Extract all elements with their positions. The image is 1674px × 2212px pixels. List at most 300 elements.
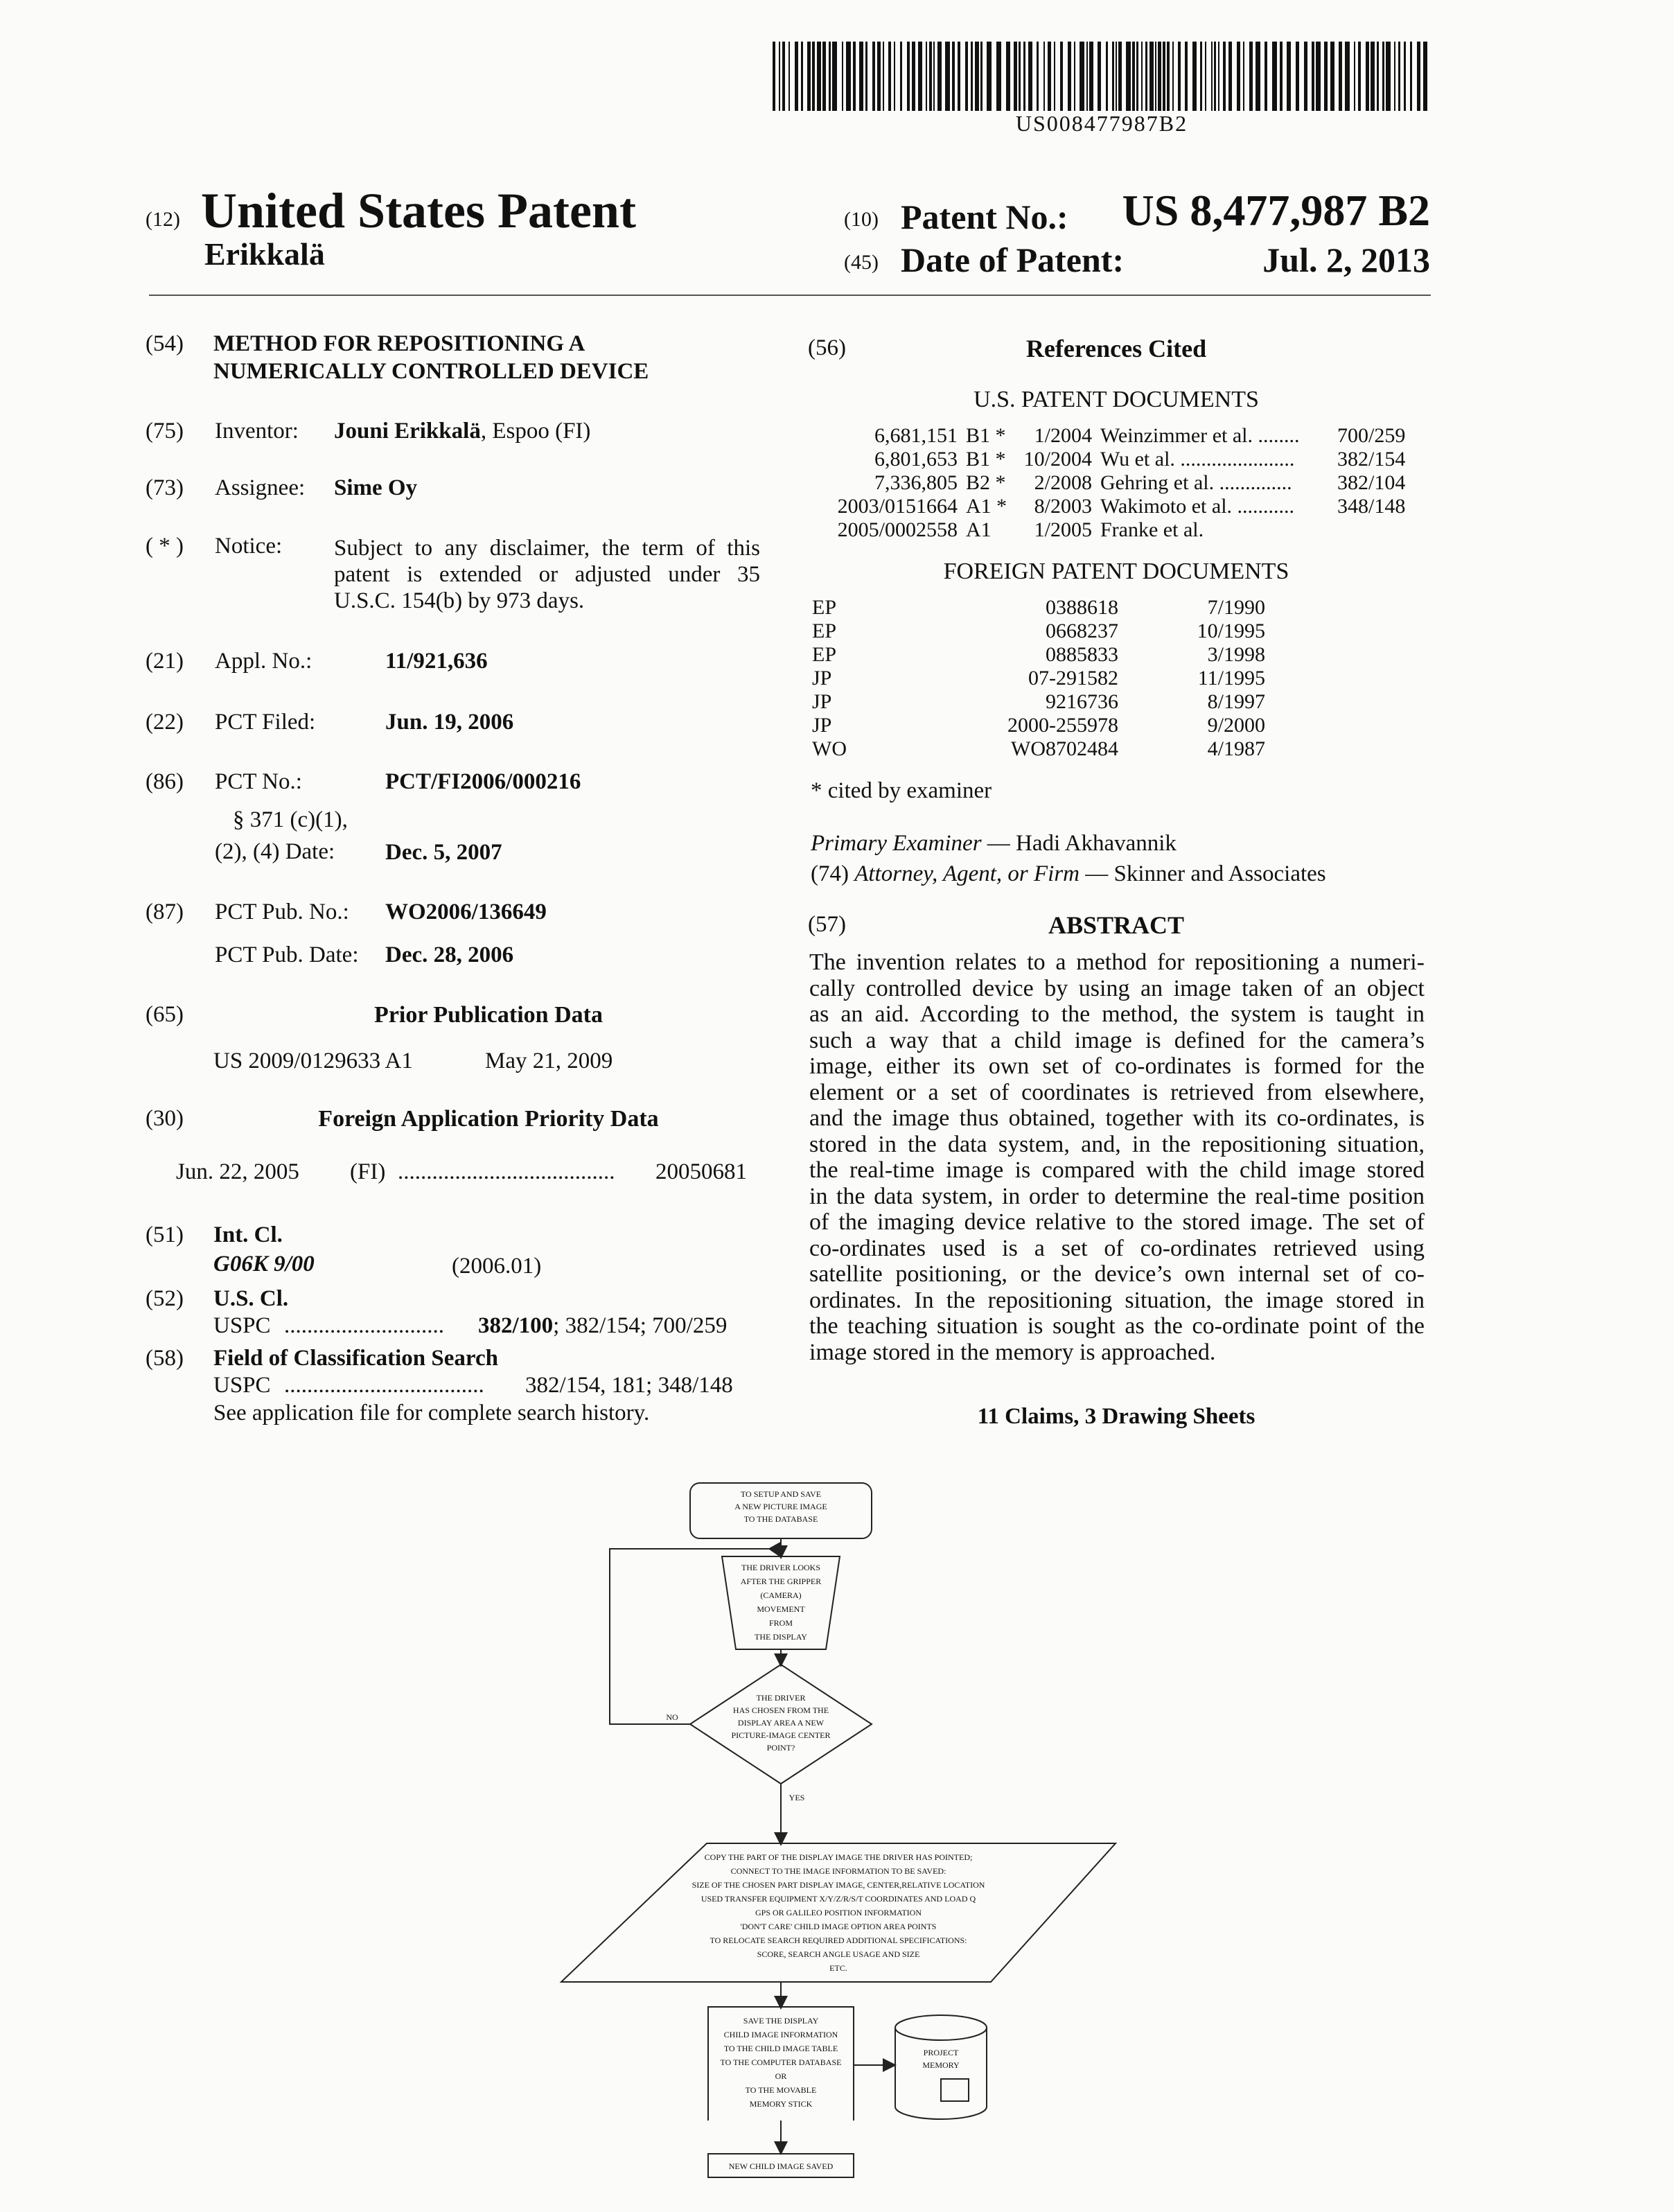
abstract-line: in the data system, in order to determine the real-time position [809, 1183, 1425, 1209]
barcode-bar [829, 42, 831, 111]
us-cl-label: U.S. Cl. [213, 1286, 289, 1311]
barcode-bar [795, 42, 798, 111]
foreign-patent-row [808, 643, 1269, 667]
pct-filed-label: PCT Filed: [215, 710, 316, 735]
assignee-name: Sime Oy [334, 475, 418, 500]
code-51: (51) [146, 1222, 184, 1247]
appl-no: 11/921,636 [385, 649, 488, 674]
barcode-bar [1223, 42, 1226, 111]
save-text-6: MEMORY STICK [749, 2099, 813, 2109]
s371-date: Dec. 5, 2007 [385, 840, 502, 865]
barcode-bar [1145, 42, 1147, 111]
manual-text-2: (CAMERA) [760, 1590, 802, 1600]
fp-country: EP [812, 596, 837, 619]
title-line-2: NUMERICALLY CONTROLLED DEVICE [213, 359, 649, 384]
barcode-bar [1312, 42, 1314, 111]
us-cl-dots: ............................ [284, 1313, 444, 1338]
int-cl-class: G06K 9/00 [213, 1252, 315, 1276]
ref-class: 700/259 [1337, 424, 1406, 447]
barcode-bar [945, 42, 950, 111]
ref-class: 382/154 [1337, 448, 1406, 471]
barcode-bar [952, 42, 955, 111]
date-label: Date of Patent: [901, 240, 1125, 279]
abstract-line: stored in the data system, and, in the repositioning situation, [809, 1131, 1425, 1157]
code-22: (22) [146, 710, 184, 735]
code-10: (10) [844, 208, 879, 231]
barcode-bar [1324, 42, 1328, 111]
code-30: (30) [146, 1106, 184, 1131]
barcode-bar [1158, 42, 1161, 111]
barcode-bar [929, 42, 932, 111]
cited-note: * cited by examiner [811, 778, 992, 803]
save-text-3: TO THE COMPUTER DATABASE [720, 2057, 842, 2067]
foreign-patent-heading: FOREIGN PATENT DOCUMENTS [943, 559, 1289, 584]
io-text-5: 'DON'T CARE' CHILD IMAGE OPTION AREA POINTS [740, 1922, 937, 1931]
code-56: (56) [808, 335, 846, 360]
fp-number: 0668237 [1046, 620, 1118, 642]
barcode-bar [832, 42, 837, 111]
barcode-bar [1304, 42, 1307, 111]
fp-country: WO [812, 737, 847, 760]
barcode-bar [1354, 42, 1355, 111]
ref-date: 1/2004 [1034, 424, 1092, 447]
barcode-bar [1339, 42, 1342, 111]
abstract-line: cally controlled device by using an image taken of an object [809, 975, 1425, 1001]
s371-line-1: § 371 (c)(1), [233, 807, 348, 832]
ref-number: 7,336,805 [874, 471, 958, 494]
barcode-bar [1185, 42, 1188, 111]
save-text-5: TO THE MOVABLE [745, 2085, 817, 2095]
ref-kind: B2 * [966, 471, 1006, 494]
ref-dots: ........ [1258, 424, 1300, 447]
ref-class: 382/104 [1337, 471, 1406, 494]
fp-date: 3/1998 [1207, 643, 1265, 666]
us-patent-table [815, 424, 1409, 542]
inventor-name: Jouni Erikkalä [334, 419, 481, 444]
barcode-bar [1163, 42, 1165, 111]
barcode-bar [1228, 42, 1232, 111]
foreign-patent-row [808, 714, 1269, 737]
manual-text-5: THE DISPLAY [755, 1632, 807, 1642]
barcode-bar [779, 42, 780, 111]
us-patent-heading: U.S. PATENT DOCUMENTS [973, 387, 1259, 412]
memory-text-1: MEMORY [922, 2060, 960, 2070]
barcode-bar [975, 42, 979, 111]
fp-date: 7/1990 [1207, 596, 1265, 619]
barcode-bar [1155, 42, 1156, 111]
save-text-4: OR [775, 2071, 787, 2081]
patent-number: US 8,477,987 B2 [1122, 186, 1430, 235]
ref-number: 6,801,653 [874, 448, 958, 471]
prior-pub-heading: Prior Publication Data [374, 1002, 603, 1028]
barcode-bar [987, 42, 992, 111]
flowchart [540, 1469, 1164, 2121]
barcode-bar [817, 42, 821, 111]
barcode-bar [859, 42, 863, 111]
abstract-line: The invention relates to a method for repositioning a numeri- [809, 949, 1425, 975]
decision-text-0: THE DRIVER [756, 1693, 806, 1703]
code-87: (87) [146, 899, 184, 924]
barcode-bar [1280, 42, 1283, 111]
field-search-dots: ................................... [284, 1373, 484, 1398]
abstract-line: such a way that a child image is defined for the camera’s [809, 1027, 1425, 1053]
start-text-2: TO THE DATABASE [743, 1514, 818, 1524]
fp-number: WO8702484 [1011, 737, 1118, 760]
io-text-3: USED TRANSFER EQUIPMENT X/Y/Z/R/S/T COORDINATES AND LOAD Q [701, 1894, 976, 1904]
us-cl-uspc: USPC [213, 1313, 271, 1338]
io-text-1: CONNECT TO THE IMAGE INFORMATION TO BE SAVED: [730, 1866, 946, 1876]
attorney-label: Attorney, Agent, or Firm [854, 861, 1080, 886]
fp-country: JP [812, 714, 832, 737]
abstract-line: co-ordinates used is a set of co-ordinates retrieved using [809, 1235, 1425, 1261]
fp-number: 07-291582 [1028, 667, 1118, 690]
ref-kind: A1 [966, 518, 992, 541]
field-search-label: Field of Classification Search [213, 1346, 498, 1371]
assignee-label: Assignee: [215, 475, 306, 500]
us-cl-rest: ; 382/154; 700/259 [553, 1313, 728, 1338]
barcode-bar [937, 42, 942, 111]
barcode-bar [1249, 42, 1253, 111]
ref-date: 10/2004 [1023, 448, 1092, 471]
barcode-bar [1060, 42, 1063, 111]
memory-text-0: PROJECT [923, 2048, 959, 2057]
end-text: NEW CHILD IMAGE SAVED [728, 2161, 834, 2171]
notice-line-1: Subject to any disclaimer, the term of this [334, 536, 760, 561]
ref-kind: A1 * [966, 495, 1007, 518]
barcode-bar [1172, 42, 1174, 111]
barcode-bar [1068, 42, 1071, 111]
pct-filed: Jun. 19, 2006 [385, 710, 514, 735]
save-text-0: SAVE THE DISPLAY [743, 2016, 819, 2026]
barcode-bar [1330, 42, 1334, 111]
fp-country: EP [812, 643, 837, 666]
barcode-bar [1037, 42, 1039, 111]
foreign-patent-row [808, 737, 1269, 761]
barcode-bar [812, 42, 815, 111]
io-text-4: GPS OR GALILEO POSITION INFORMATION [755, 1908, 922, 1917]
io-text-7: SCORE, SEARCH ANGLE USAGE AND SIZE [757, 1949, 920, 1959]
barcode-bar [1366, 42, 1369, 111]
patent-no-label: Patent No.: [901, 198, 1068, 236]
pct-no-label: PCT No.: [215, 769, 302, 794]
fp-date: 11/1995 [1197, 667, 1265, 690]
barcode-bar [1054, 42, 1055, 111]
barcode-bar [1358, 42, 1361, 111]
pct-pub-no-label: PCT Pub. No.: [215, 899, 349, 924]
barcode-bar [1423, 42, 1427, 111]
barcode-bar [1345, 42, 1350, 111]
us-patent-row [815, 448, 1409, 471]
pct-pub-no: WO2006/136649 [385, 899, 547, 924]
barcode-bar [958, 42, 960, 111]
barcode-bar [1106, 42, 1108, 111]
barcode-number: US008477987B2 [1015, 111, 1188, 136]
barcode-bar [1205, 42, 1206, 111]
notice-line-2: patent is extended or adjusted under 35 [334, 562, 760, 587]
abstract-line: satellite positioning, or the device’s own internal set of co- [809, 1261, 1425, 1287]
attorney-line [811, 861, 1326, 887]
prior-pub-date: May 21, 2009 [485, 1048, 613, 1073]
abstract-line: the real-time image is compared with the child image stored [809, 1157, 1425, 1183]
barcode-bar [888, 42, 891, 111]
barcode-bar [1382, 42, 1384, 111]
barcode-bar [1243, 42, 1244, 111]
code-12: (12) [146, 208, 180, 231]
code-58: (58) [146, 1346, 184, 1371]
yes-label: YES [788, 1793, 805, 1802]
no-loop-line [610, 1549, 776, 1724]
barcode-bar [1028, 42, 1032, 111]
barcode-bar [1048, 42, 1051, 111]
int-cl-version: (2006.01) [452, 1254, 542, 1279]
foreign-priority-heading: Foreign Application Priority Data [318, 1106, 659, 1132]
ref-number: 2005/0002558 [837, 518, 958, 541]
field-search-note: See application file for complete search history. [213, 1401, 650, 1425]
us-patent-row [815, 518, 1409, 542]
barcode-bar [1089, 42, 1093, 111]
abstract-line: the teaching situation is sought as the co-ordinate point of the [809, 1313, 1425, 1339]
barcode-bar [1386, 42, 1391, 111]
save-text-2: TO THE CHILD IMAGE TABLE [723, 2044, 838, 2053]
code-74: (74) [811, 861, 849, 886]
start-text-1: A NEW PICTURE IMAGE [734, 1502, 827, 1511]
barcode-bar [1404, 42, 1406, 111]
decision-text-1: HAS CHOSEN FROM THE [732, 1705, 829, 1715]
ref-kind: B1 * [966, 424, 1006, 447]
us-cl-main: 382/100 [478, 1313, 554, 1338]
abstract-line: ordinates. In the repositioning situation, the image stored in [809, 1287, 1425, 1313]
examiner-label: Primary Examiner [811, 831, 982, 856]
ref-class: 348/148 [1337, 495, 1406, 518]
code-54: (54) [146, 331, 184, 356]
barcode-bar [918, 42, 922, 111]
us-cl-values [478, 1313, 727, 1339]
prior-pub-number: US 2009/0129633 A1 [213, 1048, 413, 1073]
ref-name: Gehring et al. [1100, 471, 1215, 494]
fp-number: 9216736 [1046, 690, 1118, 713]
barcode-bar [1006, 42, 1010, 111]
barcode-bar [807, 42, 811, 111]
barcode-bar [894, 42, 895, 111]
io-text-2: SIZE OF THE CHOSEN PART DISPLAY IMAGE, CENTER,RELATIVE LOCATION [691, 1880, 985, 1890]
ref-dots: .............. [1219, 471, 1292, 494]
fp-number: 0388618 [1046, 596, 1118, 619]
pct-pub-date-label: PCT Pub. Date: [215, 942, 359, 967]
decision-text-4: POINT? [766, 1743, 795, 1753]
code-73: (73) [146, 475, 184, 500]
barcode-bar [996, 42, 1001, 111]
barcode-bar [1019, 42, 1021, 111]
code-notice: ( * ) [146, 534, 184, 559]
us-patent-row [815, 424, 1409, 448]
decision-text-2: DISPLAY AREA A NEW [737, 1718, 825, 1728]
barcode-bar [883, 42, 884, 111]
patent-date: Jul. 2, 2013 [1262, 240, 1430, 279]
barcode-bar [872, 42, 875, 111]
barcode-bar [853, 42, 856, 111]
barcode-bar [912, 42, 915, 111]
examiner-line [811, 830, 1177, 857]
barcode-bar [1086, 42, 1088, 111]
barcode-bar [965, 42, 968, 111]
barcode-bar [1211, 42, 1213, 111]
barcode-bar [1398, 42, 1400, 111]
barcode-bar [1112, 42, 1114, 111]
barcode-bar [933, 42, 935, 111]
barcode-bar [1116, 42, 1117, 111]
examiner-name: — Hadi Akhavannik [981, 831, 1177, 856]
code-45: (45) [844, 251, 879, 274]
barcode-bar [1394, 42, 1395, 111]
field-search-uspc: USPC [213, 1373, 271, 1398]
barcode-bar [1132, 42, 1135, 111]
inventor-location: , Espoo (FI) [480, 419, 591, 444]
ref-name: Wu et al. [1100, 448, 1175, 471]
fp-country: JP [812, 667, 832, 690]
barcode-bar [877, 42, 881, 111]
barcode-bar [773, 42, 775, 111]
barcode-bar [1237, 42, 1240, 111]
abstract-line: element or a set of coordinates is retrieved from elsewhere, [809, 1079, 1425, 1105]
pct-no: PCT/FI2006/000216 [385, 769, 581, 794]
code-57: (57) [808, 912, 846, 937]
start-text-0: TO SETUP AND SAVE [740, 1489, 822, 1499]
abstract-line: as an aid. According to the method, the system is taught in [809, 1001, 1425, 1027]
barcode-bar [782, 42, 785, 111]
ref-date: 8/2003 [1034, 495, 1092, 518]
foreign-patent-row [808, 690, 1269, 714]
field-search-values: 382/154, 181; 348/148 [525, 1373, 733, 1398]
barcode-bar [1074, 42, 1075, 111]
ref-number: 2003/0151664 [837, 495, 958, 518]
barcode-bar [1149, 42, 1154, 111]
barcode-bar [1410, 42, 1412, 111]
s371-line-2: (2), (4) Date: [215, 839, 335, 864]
ref-dots: ...................... [1180, 448, 1295, 471]
no-label: NO [666, 1712, 678, 1722]
code-52: (52) [146, 1286, 184, 1311]
pct-pub-date: Dec. 28, 2006 [385, 942, 514, 967]
barcode-bar [1126, 42, 1131, 111]
notice-line-3: U.S.C. 154(b) by 973 days. [334, 588, 585, 613]
decision-text-3: PICTURE-IMAGE CENTER [731, 1730, 831, 1740]
manual-text-1: AFTER THE GRIPPER [740, 1577, 822, 1586]
inventor-field [334, 419, 590, 444]
foreign-patent-row [808, 667, 1269, 690]
barcode-bar [926, 42, 927, 111]
ref-date: 2/2008 [1034, 471, 1092, 494]
barcode-bar [1178, 42, 1181, 111]
abstract-line: image stored in the memory is approached. [809, 1339, 1216, 1365]
claims-summary: 11 Claims, 3 Drawing Sheets [977, 1404, 1256, 1429]
code-65: (65) [146, 1002, 184, 1027]
int-cl-label: Int. Cl. [213, 1222, 283, 1247]
barcode [773, 42, 1431, 111]
io-text-8: ETC. [829, 1963, 847, 1973]
barcode-bar [980, 42, 983, 111]
barcode-bar [1265, 42, 1267, 111]
ref-date: 1/2005 [1034, 518, 1092, 541]
ref-number: 6,681,151 [874, 424, 958, 447]
us-patent-row [815, 471, 1409, 495]
inventor-label: Inventor: [215, 419, 299, 444]
foreign-patent-table [808, 596, 1269, 761]
barcode-bar [1098, 42, 1101, 111]
fp-date: 9/2000 [1207, 714, 1265, 737]
fp-country: JP [812, 690, 832, 713]
barcode-bar [1218, 42, 1219, 111]
abstract-line: of the imaging device relative to the stored image. The set of [809, 1209, 1425, 1235]
foreign-priority-dots: ...................................... [398, 1159, 615, 1184]
fp-number: 0885833 [1046, 643, 1118, 666]
barcode-bar [1136, 42, 1138, 111]
foreign-priority-country: (FI) [350, 1159, 386, 1184]
barcode-bar [1316, 42, 1321, 111]
barcode-bar [1023, 42, 1025, 111]
barcode-bar [1192, 42, 1197, 111]
barcode-bar [1256, 42, 1260, 111]
barcode-bar [842, 42, 843, 111]
attorney-name: — Skinner and Associates [1080, 861, 1326, 886]
barcode-bar [865, 42, 867, 111]
ref-kind: B1 * [966, 448, 1006, 471]
manual-text-0: THE DRIVER LOOKS [741, 1563, 820, 1572]
fp-country: EP [812, 620, 837, 642]
io-text-0: COPY THE PART OF THE DISPLAY IMAGE THE DRIVER HAS POINTED; [704, 1852, 973, 1862]
header-rule [149, 295, 1431, 296]
barcode-bar [801, 42, 803, 111]
barcode-bar [900, 42, 902, 111]
manual-text-4: FROM [768, 1618, 793, 1628]
ref-name: Weinzimmer et al. [1100, 424, 1253, 447]
barcode-bar [1167, 42, 1170, 111]
barcode-bar [1371, 42, 1375, 111]
foreign-priority-number: 20050681 [655, 1159, 747, 1184]
memory-stick-icon [941, 2079, 969, 2101]
document-type: United States Patent [201, 183, 636, 238]
barcode-bar [1377, 42, 1379, 111]
fp-number: 2000-255978 [1007, 714, 1118, 737]
barcode-bar [1200, 42, 1202, 111]
barcode-bar [971, 42, 973, 111]
fp-date: 8/1997 [1207, 690, 1265, 713]
us-patent-row [815, 495, 1409, 518]
barcode-bar [907, 42, 910, 111]
abstract-body [809, 949, 1425, 1365]
barcode-bar [822, 42, 826, 111]
barcode-bar [1014, 42, 1017, 111]
fp-date: 10/1995 [1197, 620, 1265, 642]
barcode-bar [1296, 42, 1299, 111]
title-line-1: METHOD FOR REPOSITIONING A [213, 331, 585, 356]
barcode-bar [1272, 42, 1277, 111]
flowchart-end [540, 2121, 1164, 2190]
ref-name: Franke et al. [1100, 518, 1204, 541]
abstract-line: and the image thus obtained, together with its co-ordinates, is [809, 1105, 1425, 1131]
abstract-line: image, either its own set of co-ordinates is formed for the [809, 1053, 1425, 1079]
memory-cylinder-top [895, 2015, 987, 2040]
io-text-6: TO RELOCATE SEARCH REQUIRED ADDITIONAL SPECIFICATIONS: [710, 1936, 967, 1945]
barcode-bar [1214, 42, 1216, 111]
code-75: (75) [146, 419, 184, 444]
foreign-patent-row [808, 620, 1269, 643]
barcode-bar [1080, 42, 1084, 111]
references-heading: References Cited [1025, 335, 1207, 362]
barcode-bar [1417, 42, 1420, 111]
barcode-bar [1287, 42, 1291, 111]
ref-class [1333, 518, 1409, 542]
inventor-short: Erikkalä [204, 236, 325, 272]
